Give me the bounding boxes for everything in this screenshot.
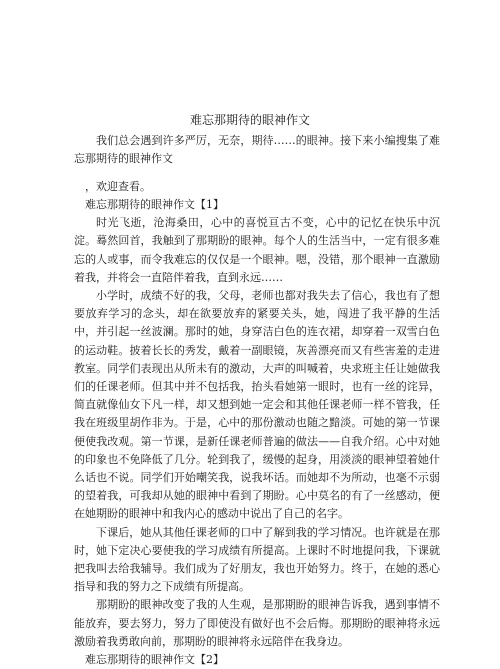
body-paragraph: 时光飞逝，沧海桑田，心中的喜悦亘古不变，心中的记忆在快乐中沉淀。蓦然回首，我触到了那期盼的眼神。每个人的生活当中，一定有很多难忘的人或事，而令我难忘的仅仅是一个眼神。嗯，没错，那个眼神一直激励着我，并将会一直陪伴着我，直到永远…… [74,216,440,284]
body-paragraph: 下课后，她从其他任课老师的口中了解到我的学习情况。也许就是在那时，她下定决心要使我的学习成绩有所提高。上课时不时地提问我，下课就把我叫去给我辅导。我们成为了好朋友，我也开始努力。终于，在她的悉心指导和我的努力之下成绩有所提高。 [74,525,440,594]
body-paragraph: 小学时，成绩不好的我，父母，老师也都对我失去了信心，我也有了想要放弃学习的念头，却在欲要放弃的紧要关头，她，闯进了我平静的生活中，并引起一丝波澜。那时的她，身穿洁白色的连衣裙，却穿着一双雪白色的运动鞋。披着长长的秀发，戴着一副眼镜，灰善漂亮而又有些害羞的走进教室。同学们表现出从所未有的激动，大声的叫喊着，央求班主任让她做我们的任课老师。但其中并不包括我，抬头看她第一眼时，也有一丝的诧异，简直就像仙女下凡一样，却又想到她一定会和其他任课老师一样不管我，任我在班级里胡作非为。于是，心中的那份激动也随之黯淡。可她的第一节课便使我改观。第一节课，是新任课老师普遍的做法——自我介绍。心中对她的印象也不免降低了几分。轮到我了，缓慢的起身，用淡淡的眼神望着她什么话也不说。同学们开始嘲笑我，说我坏话。而她却不为所动，也毫不示弱的望着我，可我却从她的眼神中看到了期盼。心中莫名的有了一丝感动，便在她期盼的眼神中和我内心的感动中说出了自己的名字。 [74,289,440,521]
welcome-line: ，欢迎查看。 [85,180,151,193]
section-heading: 难忘那期待的眼神作文【1】 [85,198,224,211]
section-heading: 难忘那期待的眼神作文【2】 [85,653,224,667]
document-title: 难忘那期待的眼神作文 [189,113,310,127]
intro-paragraph: 我们总会遇到许多严厉，无奈，期待……的眼神。接下来小编搜集了难忘那期待的眼神作文 [74,134,440,165]
article-body [74,196,440,669]
body-paragraph: 那期盼的眼神改变了我的人生观，是那期盼的眼神告诉我，遇到事情不能放弃，要去努力，努力了即使没有做好也不会后悔。那期盼的眼神将永远激励着我勇敢向前，那期盼的眼神将永远陪伴在我身边。 [74,598,440,648]
